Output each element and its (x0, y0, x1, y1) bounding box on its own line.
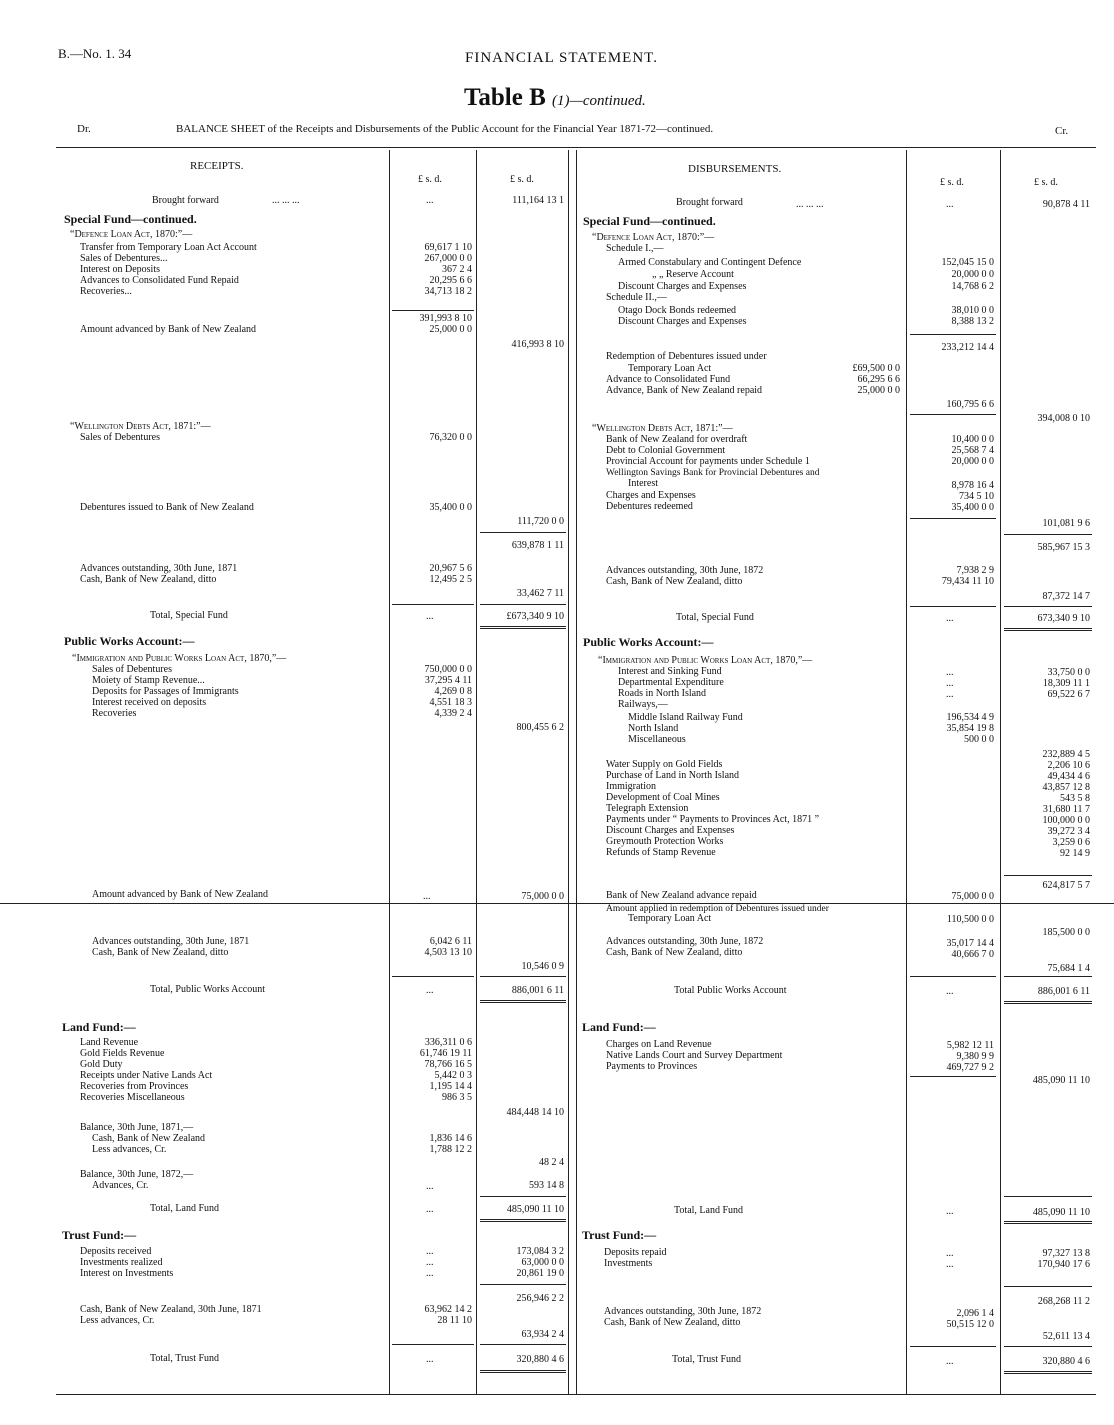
special-adv-label: Advances outstanding, 30th June, 1872 (606, 565, 764, 576)
sum-rule (910, 414, 996, 415)
defence-row: Advances to Consolidated Fund Repaid (80, 275, 239, 286)
special-cash-label: Cash, Bank of New Zealand, ditto (80, 574, 217, 585)
wellington-sales-label: Sales of Debentures (80, 432, 160, 443)
trust-heading: Trust Fund:— (62, 1228, 137, 1242)
sum-rule (910, 334, 996, 335)
wellington-row-value: 25,568 7 4 (951, 445, 994, 456)
sum-rule (480, 1002, 566, 1003)
otago-label: Otago Dock Bonds redeemed (618, 305, 737, 316)
defence-row-value: 34,713 18 2 (424, 286, 472, 297)
table-subtitle: (1)—continued. (552, 93, 646, 109)
wellington-interest-value: 8,978 16 4 (951, 480, 994, 491)
sum-rule (480, 532, 566, 533)
sum-rule (480, 976, 566, 977)
special-fund-heading: Special Fund—continued. (583, 214, 716, 228)
pw-bank-value: 75,000 0 0 (521, 891, 564, 902)
reserve-value: 20,000 0 0 (951, 269, 994, 280)
wellington-charges-value: 734 5 10 (959, 491, 994, 502)
land-row-value: 5,982 12 11 (946, 1040, 994, 1051)
defence-bank-value: 25,000 0 0 (429, 324, 472, 335)
land-less-value: 1,788 12 2 (429, 1144, 472, 1155)
sum-rule (480, 1221, 566, 1222)
pw-adv-value: 35,017 14 4 (946, 938, 994, 949)
pw-row: Greymouth Protection Works (606, 836, 724, 847)
leader-dots: ... (426, 1204, 434, 1215)
trust-row-value: 20,861 19 0 (516, 1268, 564, 1279)
pw-row-value: 43,857 12 8 (1042, 782, 1090, 793)
pw-row-value: 4,269 0 8 (434, 686, 472, 697)
sum-rule (392, 310, 474, 311)
defence-bank-label: Amount advanced by Bank of New Zealand (80, 324, 257, 335)
pw-cash-value: 4,503 13 10 (424, 947, 472, 958)
wellington-deb-label: Debentures redeemed (606, 501, 693, 512)
rail-row: Miscellaneous (628, 734, 686, 745)
pw-bank-label: Bank of New Zealand advance repaid (606, 890, 757, 901)
pw-total-value: 886,001 6 11 (511, 985, 564, 996)
redemption-temp-value: £69,500 0 0 (852, 363, 900, 374)
land-adv-value: 593 14 8 (529, 1180, 564, 1191)
trust-rows-total: 268,268 11 2 (1037, 1296, 1090, 1307)
sum-rule (480, 1284, 566, 1285)
rail-row: Middle Island Railway Fund (628, 712, 743, 723)
defence-row: Transfer from Temporary Loan Act Account (80, 242, 257, 253)
pw-row: Deposits for Passages of Immigrants (92, 686, 239, 697)
land-row: Receipts under Native Lands Act (80, 1070, 213, 1081)
defence-total: 416,993 8 10 (511, 339, 564, 350)
special-adv-value: 20,967 5 6 (429, 563, 472, 574)
rail-row-value: 500 0 0 (964, 734, 994, 745)
left-col-rule-2 (476, 150, 477, 1394)
sum-rule (1004, 606, 1092, 607)
pw-row: Recoveries (92, 708, 137, 719)
rail-row-value: 35,854 19 8 (946, 723, 994, 734)
sum-rule (1004, 628, 1092, 629)
armed-value: 152,045 15 0 (941, 257, 994, 268)
land-row-value: 336,311 0 6 (424, 1037, 472, 1048)
land-row: Land Revenue (80, 1037, 139, 1048)
sum-rule (1004, 1003, 1092, 1004)
pw-row: Refunds of Stamp Revenue (606, 847, 716, 858)
pw-bank-total: 185,500 0 0 (1042, 927, 1090, 938)
pw-row: Development of Coal Mines (606, 792, 720, 803)
pw-row: Roads in North Island (618, 688, 707, 699)
wellington-sales-value: 76,320 0 0 (429, 432, 472, 443)
land-less-label: Less advances, Cr. (92, 1144, 167, 1155)
adv-bank-label: Advance, Bank of New Zealand repaid (606, 385, 763, 396)
wellington-row: Provincial Account for payments under Schedule 1 (606, 456, 810, 467)
reserve-label: „ „ Reserve Account (652, 269, 734, 280)
land-row: Charges on Land Revenue (606, 1039, 712, 1050)
page-reference: B.—No. 1. 34 (58, 46, 132, 61)
land-row: Gold Duty (80, 1059, 123, 1070)
table-bottom-rule (56, 1394, 1096, 1395)
special-total-value: 673,340 9 10 (1037, 613, 1090, 624)
pw-heading: Public Works Account:— (64, 634, 195, 648)
pw-adv-total: 10,546 0 9 (521, 961, 564, 972)
schedule-total: 233,212 14 4 (941, 342, 994, 353)
pw-cash-label: Cash, Bank of New Zealand, ditto (606, 947, 743, 958)
special-adv-total: 33,462 7 11 (516, 588, 564, 599)
pw-row-value: 39,272 3 4 (1047, 826, 1090, 837)
table-top-rule (56, 147, 1096, 148)
redemption-total: 160,795 6 6 (946, 399, 994, 410)
special-subtotal: 639,878 1 11 (511, 540, 564, 551)
leader-dots: ... (426, 195, 434, 206)
pw-row: Discount Charges and Expenses (606, 825, 735, 836)
sum-rule (480, 1370, 566, 1371)
trust-adv-value: 2,096 1 4 (956, 1308, 994, 1319)
land-row-value: 5,442 0 3 (434, 1070, 472, 1081)
pw-row-value: 2,206 10 6 (1047, 760, 1090, 771)
sum-rule (1004, 534, 1092, 535)
trust-less-label: Less advances, Cr. (80, 1315, 155, 1326)
centre-rule-a (568, 150, 569, 1394)
pw-subtotal: 624,817 5 7 (1042, 880, 1090, 891)
trust-row: Interest on Investments (80, 1268, 174, 1279)
pw-row-value: 100,000 0 0 (1042, 815, 1090, 826)
sum-rule (910, 1346, 996, 1347)
pw-row: Immigration (606, 781, 656, 792)
trust-total-label: Total, Trust Fund (150, 1353, 220, 1364)
defence-row-value: 267,000 0 0 (424, 253, 472, 264)
trust-cash-total: 63,934 2 4 (521, 1329, 564, 1340)
wellington-bank-label: Debentures issued to Bank of New Zealand (80, 502, 254, 513)
trust-total-value: 320,880 4 6 (516, 1354, 564, 1365)
trust-cash-label: Cash, Bank of New Zealand, ditto (604, 1317, 741, 1328)
land-row-value: 986 3 5 (442, 1092, 472, 1103)
trust-cash-total: 52,611 13 4 (1042, 1331, 1090, 1342)
leader-dots: ... (946, 1259, 954, 1270)
land-total-value: 485,090 11 10 (506, 1204, 564, 1215)
land-row-value: 78,766 16 5 (424, 1059, 472, 1070)
pw-row: Moiety of Stamp Revenue... (92, 675, 205, 686)
leader-dots: ... (946, 667, 954, 678)
pw-row-value: 92 14 9 (1060, 848, 1090, 859)
lsd-head: £ s. d. (510, 174, 534, 185)
sum-rule (480, 1196, 566, 1197)
trust-rows-total: 256,946 2 2 (516, 1293, 564, 1304)
pw-cash-label: Cash, Bank of New Zealand, ditto (92, 947, 229, 958)
pw-act-heading: “Immigration and Public Works Loan Act, 1870,”— (598, 655, 813, 666)
land-row-value: 61,746 19 11 (419, 1048, 472, 1059)
land-bal71-label: Balance, 30th June, 1871,— (80, 1122, 194, 1133)
leader-dots: ... ... ... (272, 195, 300, 206)
brought-forward-label: Brought forward (152, 195, 219, 206)
leader-dots: ... (426, 1354, 434, 1365)
leader-dots: ... (946, 1248, 954, 1259)
wellington-total: 111,720 0 0 (517, 516, 564, 527)
sum-rule (480, 1344, 566, 1345)
pw-rows-total: 800,455 6 2 (516, 722, 564, 733)
land-total-value: 485,090 11 10 (1032, 1207, 1090, 1218)
pw-row: Interest and Sinking Fund (618, 666, 722, 677)
sum-rule (1004, 1196, 1092, 1197)
trust-row-value: 97,327 13 8 (1042, 1248, 1090, 1259)
special-adv-total: 87,372 14 7 (1042, 591, 1090, 602)
land-cash-value: 1,836 14 6 (429, 1133, 472, 1144)
leader-dots: ... (946, 1356, 954, 1367)
lsd-head: £ s. d. (418, 174, 442, 185)
trust-cash-value: 63,962 14 2 (424, 1304, 472, 1315)
wellington-charges-label: Charges and Expenses (606, 490, 696, 501)
leader-dots: ... ... ... (796, 199, 824, 210)
trust-total-value: 320,880 4 6 (1042, 1356, 1090, 1367)
adv-bank-value: 25,000 0 0 (857, 385, 900, 396)
sum-rule (1004, 976, 1092, 977)
defence-subtotal: 391,993 8 10 (419, 313, 472, 324)
defence-row-value: 69,617 1 10 (424, 242, 472, 253)
pw-adv-total: 75,684 1 4 (1047, 963, 1090, 974)
pw-row-value: 18,309 11 1 (1042, 678, 1090, 689)
sum-rule (1004, 1001, 1092, 1002)
defence-act-heading: “Defence Loan Act, 1870:”— (70, 229, 193, 240)
pw-row-value: 49,434 4 6 (1047, 771, 1090, 782)
schedule-2: Schedule II.,— (606, 292, 667, 303)
pw-cash-value: 40,666 7 0 (951, 949, 994, 960)
page-title: FINANCIAL STATEMENT. (465, 50, 658, 66)
pw-row: Payments under “ Payments to Provinces Act, 1871 ” (606, 814, 820, 825)
trust-cash-label: Cash, Bank of New Zealand, 30th June, 1871 (80, 1304, 262, 1315)
special-total-value: £673,340 9 10 (506, 611, 564, 622)
armed-label: Armed Constabulary and Contingent Defence (618, 257, 802, 268)
table-title: Table B (1)—continued. (464, 84, 646, 111)
discount-1-label: Discount Charges and Expenses (618, 281, 747, 292)
pw-adv-value: 6,042 6 11 (429, 936, 472, 947)
right-col-rule-1 (906, 150, 907, 1394)
special-cash-label: Cash, Bank of New Zealand, ditto (606, 576, 743, 587)
wellington-total: 101,081 9 6 (1042, 518, 1090, 529)
pw-row-value: 4,339 2 4 (434, 708, 472, 719)
leader-dots: ... (426, 985, 434, 996)
trust-row: Deposits received (80, 1246, 152, 1257)
sum-rule (1004, 1373, 1092, 1374)
special-total-label: Total, Special Fund (676, 612, 754, 623)
defence-row-value: 367 2 4 (442, 264, 472, 275)
lsd-head: £ s. d. (940, 177, 964, 188)
brought-forward-total: 111,164 13 1 (512, 195, 564, 206)
rail-total: 232,889 4 5 (1042, 749, 1090, 760)
defence-row: Interest on Deposits (80, 264, 160, 275)
pw-temp-value: 110,500 0 0 (946, 914, 994, 925)
land-heading: Land Fund:— (62, 1020, 136, 1034)
land-adv-label: Advances, Cr. (92, 1180, 149, 1191)
sum-rule (1004, 1346, 1092, 1347)
sum-rule (392, 604, 474, 605)
sum-rule (392, 1344, 474, 1345)
leader-dots: ... (426, 1257, 434, 1268)
leader-dots: ... (946, 613, 954, 624)
left-col-rule-1 (389, 150, 390, 1394)
credit-label: Cr. (1055, 125, 1069, 137)
sum-rule (480, 628, 566, 629)
trust-row: Deposits repaid (604, 1247, 667, 1258)
special-adv-value: 7,938 2 9 (956, 565, 994, 576)
sum-rule (910, 1076, 996, 1077)
wellington-bank-value: 35,400 0 0 (429, 502, 472, 513)
centre-rule-b (576, 150, 577, 1394)
sum-rule (1004, 1221, 1092, 1222)
discount-2-value: 8,388 13 2 (951, 316, 994, 327)
land-row: Payments to Provinces (606, 1061, 698, 1072)
lsd-head: £ s. d. (1034, 177, 1058, 188)
pw-row: Sales of Debentures (92, 664, 172, 675)
leader-dots: ... (946, 689, 954, 700)
land-row: Recoveries Miscellaneous (80, 1092, 185, 1103)
fold-rule (0, 903, 1114, 904)
trust-total-label: Total, Trust Fund (672, 1354, 742, 1365)
debit-label: Dr. (77, 123, 91, 135)
sum-rule (1004, 875, 1092, 876)
pw-row-value: 37,295 4 11 (424, 675, 472, 686)
pw-row: Departmental Expenditure (618, 677, 724, 688)
trust-heading: Trust Fund:— (582, 1228, 657, 1242)
special-cash-value: 79,434 11 10 (941, 576, 994, 587)
special-total-label: Total, Special Fund (150, 610, 228, 621)
trust-row-value: 63,000 0 0 (521, 1257, 564, 1268)
sum-rule (910, 518, 996, 519)
trust-cash-value: 50,515 12 0 (946, 1319, 994, 1330)
sum-rule (392, 976, 474, 977)
rail-row: North Island (628, 723, 679, 734)
brought-forward-total: 90,878 4 11 (1042, 199, 1090, 210)
land-row-value: 1,195 14 4 (429, 1081, 472, 1092)
pw-adv-label: Advances outstanding, 30th June, 1871 (92, 936, 250, 947)
redemption-temp-label: Temporary Loan Act (628, 363, 712, 374)
defence-row: Recoveries... (80, 286, 132, 297)
wellington-row-value: 10,400 0 0 (951, 434, 994, 445)
pw-total-label: Total Public Works Account (674, 985, 787, 996)
defence-total: 394,008 0 10 (1037, 413, 1090, 424)
land-total-label: Total, Land Fund (150, 1203, 220, 1214)
leader-dots: ... (426, 1181, 434, 1192)
sum-rule (910, 606, 996, 607)
wellington-interest-label: Interest (628, 478, 658, 489)
land-bal72-label: Balance, 30th June, 1872,— (80, 1169, 194, 1180)
wellington-savings-label: Wellington Savings Bank for Provincial Debentures and (606, 468, 820, 478)
pw-row-value: 69,522 6 7 (1047, 689, 1090, 700)
sum-rule (1004, 1371, 1092, 1372)
land-row: Recoveries from Provinces (80, 1081, 189, 1092)
defence-row: Sales of Debentures... (80, 253, 168, 264)
pw-heading: Public Works Account:— (583, 635, 714, 649)
sum-rule (910, 976, 996, 977)
pw-bank-value: 75,000 0 0 (951, 891, 994, 902)
pw-row-value: 4,551 18 3 (429, 697, 472, 708)
leader-dots: ... (426, 1268, 434, 1279)
trust-row: Investments realized (80, 1257, 163, 1268)
pw-bank-label: Amount advanced by Bank of New Zealand (92, 889, 269, 900)
land-heading: Land Fund:— (582, 1020, 656, 1034)
wellington-act-heading: “Wellington Debts Act, 1871:”— (592, 423, 733, 434)
pw-row-value: 750,000 0 0 (424, 664, 472, 675)
trust-row-value: 170,940 17 6 (1037, 1259, 1090, 1270)
otago-value: 38,010 0 0 (951, 305, 994, 316)
pw-total-label: Total, Public Works Account (150, 984, 265, 995)
special-subtotal: 585,967 15 3 (1037, 542, 1090, 553)
wellington-row-value: 20,000 0 0 (951, 456, 994, 467)
trust-row: Investments (604, 1258, 653, 1269)
pw-row: Purchase of Land in North Island (606, 770, 740, 781)
sum-rule (480, 1000, 566, 1001)
special-adv-label: Advances outstanding, 30th June, 1871 (80, 563, 238, 574)
discount-1-value: 14,768 6 2 (951, 281, 994, 292)
receipts-heading: RECEIPTS. (190, 160, 244, 172)
wellington-deb-value: 35,400 0 0 (951, 502, 994, 513)
redemption-label: Redemption of Debentures issued under (606, 351, 767, 362)
pw-row: Interest received on deposits (92, 697, 207, 708)
pw-row-value: 31,680 11 7 (1042, 804, 1090, 815)
pw-row-value: 543 5 8 (1060, 793, 1090, 804)
pw-row: Telegraph Extension (606, 803, 689, 814)
land-rows-total: 485,090 11 10 (1032, 1075, 1090, 1086)
rail-row-value: 196,534 4 9 (946, 712, 994, 723)
land-cash-label: Cash, Bank of New Zealand (92, 1133, 206, 1144)
right-col-rule-2 (1000, 150, 1001, 1394)
sheet-heading: BALANCE SHEET of the Receipts and Disbursements of the Public Account for the Financial Year 1871-72—continued. (176, 123, 714, 135)
leader-dots: ... (946, 678, 954, 689)
sum-rule (480, 604, 566, 605)
land-row: Gold Fields Revenue (80, 1048, 165, 1059)
land-row: Native Lands Court and Survey Department (606, 1050, 783, 1061)
land-bal71-total: 48 2 4 (539, 1157, 564, 1168)
leader-dots: ... (426, 1246, 434, 1257)
pw-row-value: 3,259 0 6 (1052, 837, 1090, 848)
sum-rule (1004, 1223, 1092, 1224)
pw-temp-label: Temporary Loan Act (628, 913, 712, 924)
sum-rule (480, 626, 566, 627)
pw-adv-label: Advances outstanding, 30th June, 1872 (606, 936, 764, 947)
pw-act-heading: “Immigration and Public Works Loan Act, 1870,”— (72, 653, 287, 664)
trust-adv-label: Advances outstanding, 30th June, 1872 (604, 1306, 762, 1317)
wellington-row: Debt to Colonial Government (606, 445, 726, 456)
sum-rule (1004, 1286, 1092, 1287)
sum-rule (1004, 630, 1092, 631)
railways-label: Railways,— (618, 699, 668, 710)
trust-less-value: 28 11 10 (437, 1315, 472, 1326)
defence-row-value: 20,295 6 6 (429, 275, 472, 286)
wellington-row: Bank of New Zealand for overdraft (606, 434, 748, 445)
land-row-value: 469,727 9 2 (946, 1062, 994, 1073)
wellington-act-heading: “Wellington Debts Act, 1871:”— (70, 421, 211, 432)
brought-forward-label: Brought forward (676, 197, 743, 208)
sum-rule (480, 1372, 566, 1373)
special-fund-heading: Special Fund—continued. (64, 212, 197, 226)
land-row-value: 9,380 9 9 (956, 1051, 994, 1062)
adv-cons-value: 66,295 6 6 (857, 374, 900, 385)
leader-dots: ... (946, 1206, 954, 1217)
leader-dots: ... (946, 199, 954, 210)
pw-applied-label: Amount applied in redemption of Debentures issued under (606, 904, 829, 914)
leader-dots: ... (426, 611, 434, 622)
land-rows-total: 484,448 14 10 (506, 1107, 564, 1118)
land-total-label: Total, Land Fund (674, 1205, 744, 1216)
special-cash-value: 12,495 2 5 (429, 574, 472, 585)
pw-row: Water Supply on Gold Fields (606, 759, 723, 770)
trust-row-value: 173,084 3 2 (516, 1246, 564, 1257)
adv-cons-label: Advance to Consolidated Fund (606, 374, 731, 385)
sum-rule (480, 1219, 566, 1220)
pw-total-value: 886,001 6 11 (1037, 986, 1090, 997)
discount-2-label: Discount Charges and Expenses (618, 316, 747, 327)
defence-act-heading: “Defence Loan Act, 1870:”— (592, 232, 715, 243)
leader-dots: ... (423, 891, 431, 902)
pw-row-value: 33,750 0 0 (1047, 667, 1090, 678)
leader-dots: ... (946, 986, 954, 997)
schedule-1: Schedule I.,— (606, 243, 664, 254)
disbursements-heading: DISBURSEMENTS. (688, 163, 782, 175)
